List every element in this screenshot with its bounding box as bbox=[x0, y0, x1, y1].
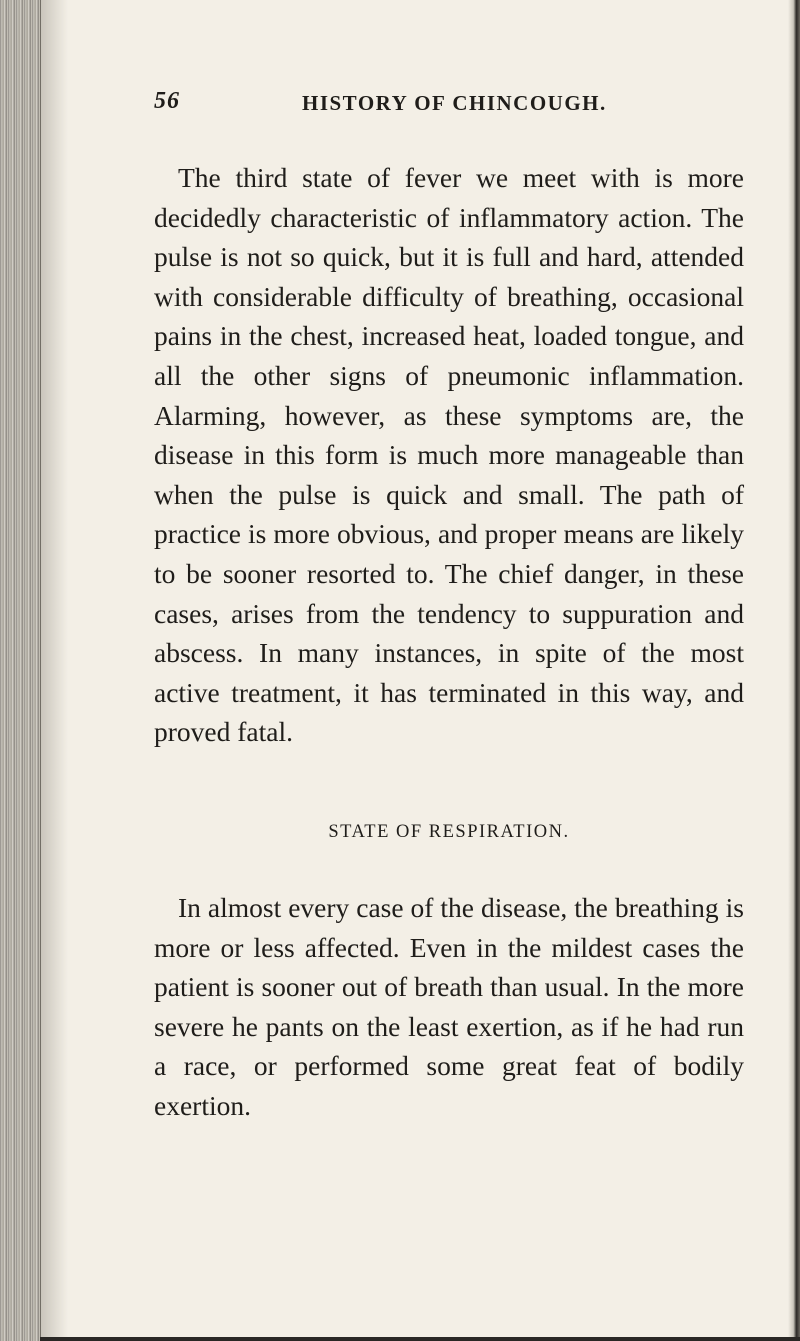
paragraph-respiration: In almost every case of the disease, the breathing is more or less affected. Even in the mildest cases the patient is sooner out of breath than usual. In the more severe he pants on the least exertion, as if he had run a race, or performed some great feat of bodily exertion. bbox=[154, 891, 744, 1121]
section-heading: STATE OF RESPIRATION. bbox=[328, 821, 570, 842]
running-header bbox=[154, 88, 744, 128]
running-title: HISTORY OF CHINCOUGH. bbox=[302, 91, 607, 115]
gutter-shadow bbox=[40, 0, 68, 1341]
page-edge-right bbox=[788, 0, 800, 1341]
book-page bbox=[154, 88, 744, 1125]
book-gutter bbox=[0, 0, 41, 1341]
page-edge-bottom bbox=[40, 1337, 800, 1341]
paragraph-third-state-of-fever: The third state of fever we meet with is more decidedly characteristic of inflammatory action. The pulse is not so quick, but it is full and hard, attended with considerable difficulty of breathing, occasional pains in the chest, increased heat, loaded tongue, and all the other signs of pneumonic inflammation. Alarming, however, as these symptoms are, the disease in this form is much more manageable than when the pulse is quick and small. The path of practice is more obvious, and proper means are likely to be sooner resorted to. The chief danger, in these cases, arises from the tendency to suppuration and abscess. In many instances, in spite of the most active treatment, it has terminated in this way, and proved fatal. bbox=[154, 162, 744, 748]
page-number: 56 bbox=[154, 88, 180, 114]
